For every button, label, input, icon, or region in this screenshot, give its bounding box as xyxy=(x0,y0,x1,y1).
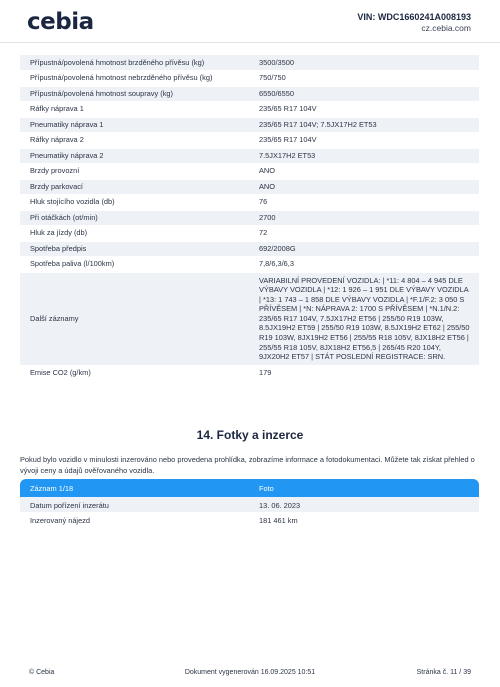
listing-value: 181 461 km xyxy=(259,515,298,525)
spec-label: Pneumatiky náprava 1 xyxy=(20,117,249,133)
spec-label: Spotřeba paliva (l/100km) xyxy=(20,257,249,273)
footer-copyright: © Cebia xyxy=(29,669,55,676)
spec-row xyxy=(20,117,479,133)
listing-header xyxy=(20,479,479,497)
spec-row xyxy=(20,226,479,242)
spec-label: Přípustná/povolená hmotnost nebrzděného přívěsu (kg) xyxy=(20,71,249,87)
listing-table xyxy=(20,479,479,527)
spec-row xyxy=(20,179,479,195)
spec-label: Další záznamy xyxy=(20,272,249,365)
section-title: 14. Fotky a inzerce xyxy=(196,428,304,442)
spec-value: 7,8/6,3/6,3 xyxy=(249,257,479,273)
spec-label: Hluk stojícího vozidla (db) xyxy=(20,195,249,211)
spec-value: 3500/3500 xyxy=(249,55,479,71)
spec-label: Emise CO2 (g/km) xyxy=(20,365,249,381)
spec-row xyxy=(20,164,479,180)
footer-generated: Dokument vygenerován 16.09.2025 10:51 xyxy=(184,669,316,676)
spec-value: ANO xyxy=(249,164,479,180)
spec-value: 2700 xyxy=(249,210,479,226)
listing-value: 13. 06. 2023 xyxy=(259,500,301,510)
spec-value: 72 xyxy=(249,226,479,242)
photo-label[interactable]: Foto xyxy=(259,484,274,493)
vehicle-spec-table xyxy=(20,55,479,381)
spec-row xyxy=(20,102,479,118)
spec-row xyxy=(20,148,479,164)
spec-value: 179 xyxy=(249,365,479,381)
spec-value: 6550/6550 xyxy=(249,86,479,102)
record-counter: Záznam 1/18 xyxy=(30,484,74,493)
listing-label: Inzerovaný nájezd xyxy=(30,515,90,525)
spec-row xyxy=(20,257,479,273)
spec-label: Přípustná/povolená hmotnost brzděného přívěsu (kg) xyxy=(20,55,249,71)
spec-row xyxy=(20,86,479,102)
spec-label: Spotřeba předpis xyxy=(20,241,249,257)
spec-label: Ráfky náprava 1 xyxy=(20,102,249,118)
listing-row xyxy=(20,512,479,527)
spec-label: Ráfky náprava 2 xyxy=(20,133,249,149)
spec-value: 235/65 R17 104V xyxy=(249,133,479,149)
spec-value: VARIABILNÍ PROVEDENÍ VOZIDLA: | *11: 4 804 – 4 945 DLE VÝBAVY VOZIDLA | *12: 1 926 – 1 951 DLE VÝBAVY VOZIDLA | *13: 1 743 – 1 858 DLE VÝBAVY VOZIDLA | *F.1/F.2: 3 050 S PŘÍVĚSEM | *N: NÁPRAVA 2: 1700 S PŘÍVĚSEM | *N.1/N.2: 235/65 R17 104V, 7.5JX17H2 ET56 | 255/50 R19 103W, 8.5JX19H2 ET59 | 255/50 R19 103W, 8.5JX19H2 ET62 | 255/50 R19 103W, 8JX19H2 ET56 | 255/55 R18 105V, 8JX18H2 ET56 | 255/55 R18 105V, 8JX18H2 ET56,5 | 265/45 R20 104Y, 9JX20H2 ET57 | STÁT POSLEDNÍ REGISTRACE: SRN. xyxy=(249,272,479,365)
spec-row xyxy=(20,71,479,87)
spec-value: 7.5JX17H2 ET53 xyxy=(249,148,479,164)
listing-row xyxy=(20,497,479,512)
spec-value: 235/65 R17 104V xyxy=(249,102,479,118)
spec-row xyxy=(20,241,479,257)
section-intro: Pokud bylo vozidlo v minulosti inzerováno nebo provedena prohlídka, zobrazíme informace a fotodokumentaci. Můžete tak získat přehled o vývoji ceny a údajů ověřovaného vozidla. xyxy=(20,455,475,475)
spec-label: Přípustná/povolená hmotnost soupravy (kg) xyxy=(20,86,249,102)
spec-row xyxy=(20,272,479,365)
spec-value: 235/65 R17 104V; 7.5JX17H2 ET53 xyxy=(249,117,479,133)
listing-label: Datum pořízení inzerátu xyxy=(30,500,109,510)
spec-label: Při otáčkách (ot/min) xyxy=(20,210,249,226)
spec-row xyxy=(20,133,479,149)
spec-value: 76 xyxy=(249,195,479,211)
spec-value: 692/2008G xyxy=(249,241,479,257)
page-header xyxy=(0,0,500,40)
cebia-logo: cebia xyxy=(27,9,94,35)
spec-row xyxy=(20,55,479,71)
spec-label: Brzdy provozní xyxy=(20,164,249,180)
spec-value: ANO xyxy=(249,179,479,195)
spec-value: 750/750 xyxy=(249,71,479,87)
spec-label: Pneumatiky náprava 2 xyxy=(20,148,249,164)
spec-label: Hluk za jízdy (db) xyxy=(20,226,249,242)
spec-row xyxy=(20,195,479,211)
site-link[interactable]: cz.cebia.com xyxy=(421,23,471,33)
spec-row xyxy=(20,210,479,226)
spec-label: Brzdy parkovací xyxy=(20,179,249,195)
spec-row xyxy=(20,365,479,381)
vin-number: VIN: WDC1660241A008193 xyxy=(357,12,471,22)
footer-page-number: Stránka č. 11 / 39 xyxy=(416,669,471,676)
header-divider xyxy=(0,42,500,43)
